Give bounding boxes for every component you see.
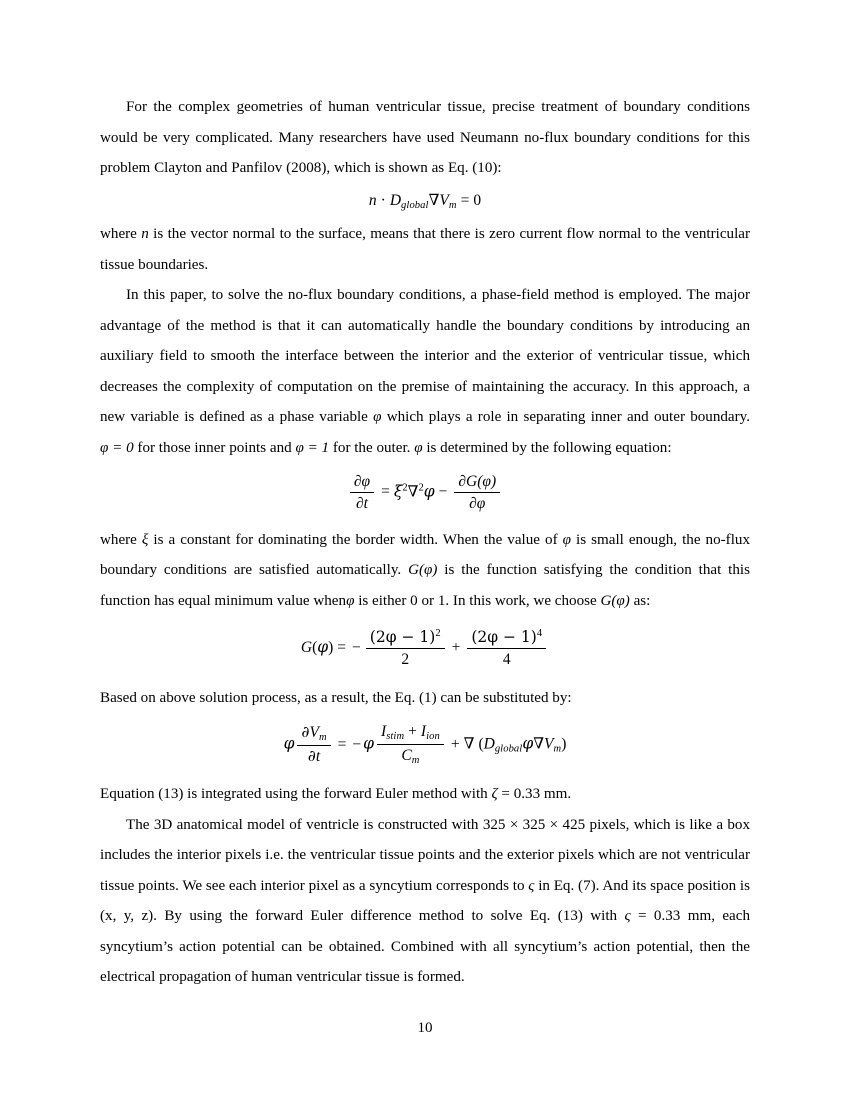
eq11-denominator-2: ∂φ — [469, 494, 486, 512]
eq10-n: n — [368, 191, 377, 209]
page-content — [100, 92, 750, 993]
eq12-minus: − — [352, 638, 361, 656]
eq12-denominator-1: 2 — [401, 650, 410, 668]
p4-symbol-xi: ξ — [141, 531, 149, 548]
eq13-den1-partial: ∂ — [307, 747, 316, 766]
p7-text-c: 425 pixels, which is like a box includes the interior pixels i.e. the ventricular tissue points and the exterior pixels which are not ventricular tissue points. We see each interior pixel as a syncytium corresponds to — [100, 816, 751, 894]
eq13-fraction-currents-over-Cm — [377, 723, 444, 767]
eq12-num1-exponent: 2 — [435, 628, 441, 640]
p3-symbol-phi-1: φ — [373, 409, 382, 426]
eq10-V-subscript: m — [448, 199, 457, 211]
p3-phi-equals-one: φ = 1 — [295, 439, 330, 456]
eq13-plus-inner: + — [408, 723, 417, 741]
eq11-numerator-1: ∂φ — [350, 473, 374, 493]
eq11-numerator-2: ∂G(φ) — [454, 473, 500, 493]
eq12-lparen: ( — [312, 638, 318, 656]
equation-13 — [100, 723, 750, 767]
eq12-fraction-squared-term — [366, 628, 445, 668]
eq11-minus: − — [438, 483, 448, 501]
eq13-plus-outer: + — [450, 735, 460, 753]
eq10-D: D — [389, 191, 402, 209]
eq10-D-subscript: global — [401, 199, 429, 211]
eq11-nabla-exponent: 2 — [418, 482, 424, 494]
equation-11-expression — [347, 473, 503, 513]
p4-text-c: is small enough, the no-flux boundary conditions are satisfied automatically. — [100, 531, 750, 579]
paragraph-euler-integration — [100, 779, 750, 810]
eq10-zero: 0 — [473, 191, 482, 209]
eq11-equals: = — [381, 483, 390, 501]
p3-text-b: which plays a role in separating inner and outer boundary. — [381, 409, 750, 426]
p6-text-b: = 0.33 mm. — [497, 786, 572, 803]
eq13-minus: − — [352, 735, 362, 753]
eq12-phi: φ — [317, 637, 329, 656]
p4-function-G-2: G(φ) — [600, 592, 630, 609]
eq13-equals: = — [337, 735, 347, 753]
eq12-numerator-1 — [366, 628, 445, 649]
paragraph-xi-constant — [100, 525, 750, 617]
eq13-den1-t: t — [315, 748, 321, 766]
p4-text-a: where — [100, 531, 142, 548]
eq12-rparen: ) — [328, 638, 334, 656]
p4-symbol-phi-1: φ — [562, 531, 571, 548]
p6-symbol-zeta: ζ — [491, 786, 498, 803]
eq13-nabla-icon-1: ∇ — [463, 734, 475, 753]
eq13-V-subscript: m — [553, 743, 562, 755]
equation-12 — [100, 628, 750, 668]
eq10-nabla-icon: ∇ — [428, 190, 440, 209]
eq10-dot: · — [380, 191, 386, 209]
eq10-V: V — [439, 191, 449, 209]
eq13-phi-leading: φ — [283, 734, 295, 753]
eq13-phi-second: φ — [363, 734, 375, 753]
p2-symbol-n: n — [141, 226, 149, 243]
eq13-lparen: ( — [478, 735, 484, 753]
eq12-numerator-2 — [467, 628, 546, 649]
eq11-phi: φ — [423, 482, 435, 501]
p7-times-sign-1: × — [509, 816, 519, 833]
eq13-denominator-2 — [377, 745, 444, 767]
paragraph-normal-vector — [100, 219, 750, 280]
eq13-rparen: ) — [561, 735, 567, 753]
p3-phi-equals-zero: φ = 0 — [100, 439, 134, 456]
p4-text-e: is either 0 or 1. In this work, we choose — [354, 592, 601, 609]
p3-text-a: In this paper, to solve the no-flux boundary conditions, a phase-field method is employed. The major advantage of the method is that it can automatically handle the boundary conditions by introducing an auxiliary field to smooth the interface between the interior and the exterior of ventricular tissue, which decreases the complexity of computation on the premise of maintaining the accuracy. In this approach, a new variable is defined as a phase variable — [100, 287, 750, 426]
eq13-fraction-dVm-dt — [297, 724, 330, 766]
p7-text-d: in Eq. (7). And its space position is (x, y, z). By using the forward Euler difference method to solve Eq. (13) with — [100, 877, 750, 925]
eq11-fraction-dG-dphi — [454, 473, 500, 513]
p4-text-d: is the function satisfying the condition that this function has equal minimum value when — [100, 562, 750, 609]
p7-text-b: 325 — [518, 816, 550, 833]
eq13-V: V — [544, 735, 554, 753]
eq11-nabla-icon: ∇ — [407, 482, 419, 501]
p6-text-a: Equation (13) is integrated using the forward Euler method with — [100, 786, 492, 803]
p7-symbol-varsigma-1: ς — [528, 877, 535, 894]
equation-12-expression — [301, 628, 549, 668]
equation-10-expression — [369, 192, 481, 212]
eq13-num1-V: V — [309, 724, 319, 742]
p4-function-G-1: G(φ) — [408, 562, 438, 579]
p3-text-c: for those inner points and — [133, 439, 296, 456]
p3-text-d: for the outer. — [329, 439, 415, 456]
eq12-num2-exponent: 4 — [536, 628, 543, 640]
paragraph-anatomical-model — [100, 810, 750, 993]
eq12-plus: + — [451, 638, 461, 656]
eq11-xi-exponent: 2 — [402, 482, 408, 494]
eq13-D: D — [483, 735, 495, 753]
eq12-num2-base: (2φ − 1) — [471, 627, 537, 646]
p3-symbol-phi-2: φ — [414, 439, 423, 456]
eq13-nabla-icon-2: ∇ — [533, 734, 545, 753]
eq12-denominator-2: 4 — [502, 650, 511, 668]
eq11-xi: ξ — [393, 482, 403, 501]
eq13-numerator-2 — [377, 723, 444, 745]
eq13-C: C — [401, 747, 412, 765]
p7-text-a: The 3D anatomical model of ventricle is constructed with 325 — [126, 816, 510, 833]
p4-symbol-phi-2: φ — [346, 592, 355, 609]
p2-text-a: where — [100, 226, 142, 243]
p3-text-e: is determined by the following equation: — [422, 439, 672, 456]
equation-11 — [100, 473, 750, 513]
eq10-equals: = — [460, 191, 470, 209]
eq12-fraction-quartic-term — [467, 628, 546, 668]
eq13-denominator-1 — [297, 746, 330, 766]
paragraph-phase-field-method — [100, 280, 750, 463]
eq13-C-subscript: m — [411, 755, 420, 767]
p2-text-b: is the vector normal to the surface, means that there is zero current flow normal to the ventricular tissue boundaries. — [100, 226, 750, 273]
p4-text-b: is a constant for dominating the border width. When the value of — [148, 531, 563, 548]
p7-symbol-varsigma-2: ς — [624, 908, 631, 925]
eq13-I-stim: I — [381, 723, 387, 741]
eq13-num1-V-subscript: m — [318, 732, 327, 744]
p4-text-f: as: — [629, 592, 651, 609]
equation-10 — [100, 192, 750, 212]
eq13-D-subscript: global — [494, 743, 523, 755]
eq13-phi-third: φ — [522, 734, 534, 753]
eq11-denominator-1: ∂t — [355, 494, 368, 512]
paragraph-boundary-conditions: For the complex geometries of human ventricular tissue, precise treatment of boundary conditions would be very complicated. Many researchers have used Neumann no-flux boundary conditions for this problem Clayton and Panfilov (2008), which is shown as Eq. (10): — [100, 99, 750, 176]
p7-times-sign-2: × — [549, 816, 559, 833]
page-number: 10 — [417, 1020, 433, 1036]
eq13-I-ion-subscript: ion — [426, 731, 440, 743]
equation-13-expression — [284, 723, 567, 767]
eq11-fraction-dphi-dt — [350, 473, 374, 513]
eq12-G: G — [300, 638, 313, 656]
p7-text-e: = 0.33 mm, each syncytium’s action potential can be obtained. Combined with all syncytium’s action potential, then the electrical propagation of human ventricular tissue is formed. — [100, 908, 750, 986]
eq13-I-stim-subscript: stim — [386, 731, 405, 743]
eq13-I-ion: I — [420, 723, 427, 741]
eq13-numerator-1 — [297, 724, 330, 746]
eq12-num1-base: (2φ − 1) — [369, 627, 436, 646]
eq13-num1-partial: ∂ — [301, 723, 310, 742]
paragraph-substitution-intro: Based on above solution process, as a result, the Eq. (1) can be substituted by: — [100, 689, 572, 706]
eq12-equals: = — [337, 638, 347, 656]
